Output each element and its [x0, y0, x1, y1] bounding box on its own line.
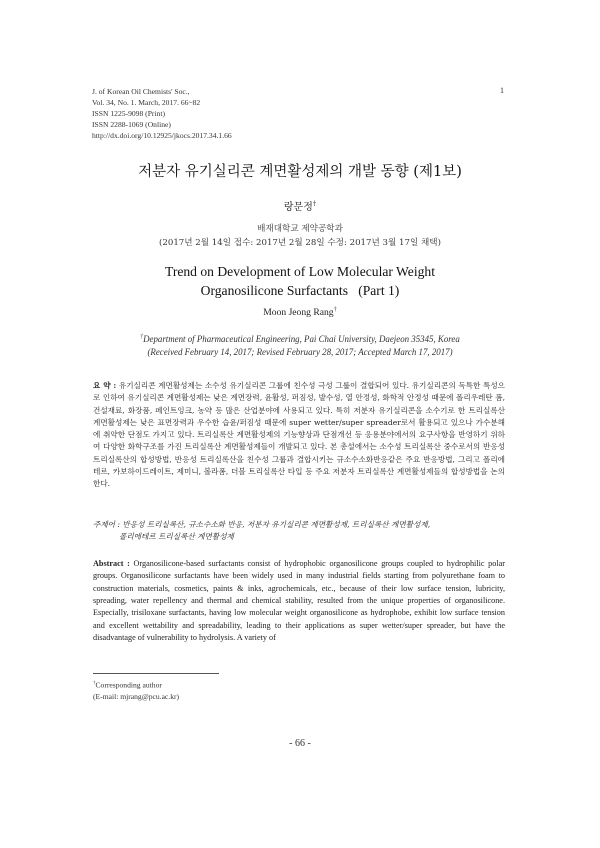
english-abstract	[93, 558, 505, 644]
keywords-text-2: 폴리에테르 트리실록산 계면활성제	[119, 532, 234, 542]
english-author-name: Moon Jeong Rang	[263, 307, 334, 319]
korean-dates: (2017년 2월 14일 접수: 2017년 2월 28일 수정: 2017년 3월 17일 채택)	[159, 238, 441, 248]
footnote-email: (E-mail: mjrang@pcu.ac.kr)	[93, 692, 180, 702]
footnote-line-1	[93, 678, 179, 691]
korean-abstract	[93, 380, 505, 491]
english-author	[0, 306, 600, 318]
top-page-number: 1	[500, 86, 504, 95]
footnote-corresponding: Corresponding author	[95, 680, 162, 690]
english-title-line-1: Trend on Development of Low Molecular Weight	[165, 264, 435, 279]
journal-name: J. of Korean Oil Chemists' Soc.,	[92, 87, 190, 96]
korean-title: 저분자 유기실리콘 계면활성제의 개발 동향 (제1보)	[138, 164, 462, 180]
korean-author	[0, 198, 600, 213]
footnote-divider	[93, 673, 219, 674]
keywords-body	[93, 519, 513, 544]
english-title	[0, 262, 600, 300]
journal-metadata	[92, 86, 232, 141]
issn-print: ISSN 1225-9098 (Print)	[92, 109, 165, 118]
korean-keywords	[93, 519, 513, 544]
english-affiliation	[0, 331, 600, 346]
english-affiliation-text: Department of Pharmaceutical Engineering, Pai Chai University, Daejeon 35345, Korea	[143, 333, 460, 344]
doi-link[interactable]: http://dx.doi.org/10.12925/jkocs.2017.34.1.66	[92, 131, 232, 140]
keywords-label: 주제어 :	[93, 520, 120, 529]
english-abstract-label: Abstract :	[93, 559, 130, 568]
footnote-mark: †	[93, 681, 96, 686]
english-title-line-2: Organosilicone Surfactants (Part 1)	[200, 283, 400, 298]
affiliation-mark: †	[140, 334, 144, 340]
korean-abstract-label: 요 약 :	[93, 381, 117, 390]
keywords-text: 반응성 트리실록산, 규소수소화 반응, 저분자 유기실리콘 계면활성제, 트리실록산 계면활성제,	[119, 520, 431, 529]
journal-volume: Vol. 34, No. 1. March, 2017. 66~82	[92, 98, 201, 107]
korean-author-mark: †	[312, 199, 317, 208]
korean-affiliation: 배재대학교 제약공학과	[257, 224, 343, 234]
english-affiliation-block	[0, 331, 600, 359]
english-dates: (Received February 14, 2017; Revised February 28, 2017; Accepted March 17, 2017)	[147, 346, 453, 357]
issn-online: ISSN 2288-1069 (Online)	[92, 120, 171, 129]
korean-author-name: 랑문정	[283, 202, 313, 213]
english-author-mark: †	[333, 306, 337, 313]
bottom-page-number: - 66 -	[289, 738, 311, 749]
english-abstract-text: Organosilicone-based surfactants consist of hydrophobic organosilicone groups coupled to hydrophilic polar groups. Organosilicone surfactants have been widely used in many industrial fields starting from polyurethane foam to construction materials, cosmetics, paints & inks, agrochemicals, etc., because of their low surface tension, lubricity, spreading, water repellency and thermal and chemical stability, resulted from the unique properties of organosilicone. Especially, trisiloxane surfactants, having low molecular weight organosilicone as hydrophobe, exhibit low surface tension and excellent wettability and spreadability, leading to their applications as super wetter/super spreader, but have the disadvantage of vulnerability to hydrolysis. A variety of	[93, 559, 505, 643]
korean-abstract-text: 유기실리콘 계면활성제는 소수성 유기실리콘 그룹에 친수성 극성 그룹이 결합되어 있다. 유기실리콘의 독특한 특성으로 인하여 유기실리콘 계면활성제는 낮은 계면장력, 윤활성, 퍼짐성, 발수성, 열 안정성, 화학적 안정성 때문에 폴리우레탄 폼, 건설재료, 화장품, 페인트잉크, 농약 등 많은 산업분야에 사용되고 있다. 특히 저분자 유기실리콘을 소수기로 한 트리실록산 계면활성제는 낮은 표면장력과 우수한 습윤/퍼짐성 때문에 super wetter/super spreader로서 활용되고 있으나 가수분해에 취약한 단점도 가지고 있다. 트리실록산 계면활성제의 기능향상과 단점개선 등 응용분야에서의 요구사항을 반영하기 위하여 다양한 화학구조를 가진 트리실록산 계면활성제들이 개발되고 있다. 본 총설에서는 소수성 트리실록산 중수로서의 반응성 트리실록산의 합성방법, 반응성 트리실록산을 친수성 그룹과 결합시키는 규소수소화반응같은 주요 반응방법, 그리고 폴리에테르, 카보하이드레이트, 제미니, 볼라폼, 더블 트리실록산 타입 등 주요 저분자 트리실록산 계면활성제들의 합성방법을 논의한다.	[93, 381, 505, 489]
footnote	[93, 678, 179, 703]
